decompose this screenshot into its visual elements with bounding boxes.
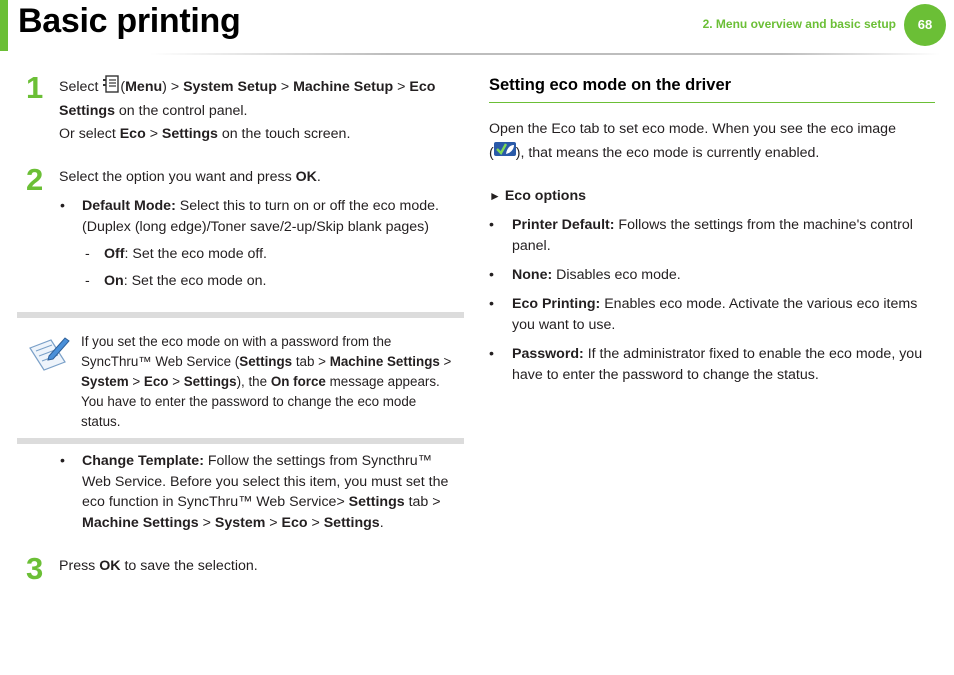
step-3-text: Press OK to save the selection. xyxy=(59,558,258,574)
bullet: • xyxy=(489,296,494,312)
step-2-text: Select the option you want and press OK. xyxy=(59,169,321,185)
page-number-badge: 68 xyxy=(904,4,946,46)
eco-option-item: Printer Default: Follows the settings from the machine's control panel. xyxy=(512,217,913,254)
eco-mode-icon xyxy=(494,141,516,165)
bullet: • xyxy=(60,198,65,214)
eco-options-heading: ► Eco options xyxy=(489,188,587,204)
menu-icon xyxy=(102,74,120,101)
eco-option-item: None: Disables eco mode. xyxy=(512,267,681,283)
eco-option-item: Eco Printing: Enables eco mode. Activate the various eco items you want to use. xyxy=(512,296,918,333)
bullet: • xyxy=(489,346,494,362)
default-mode-item: Default Mode: Select this to turn on or off the eco mode. (Duplex (long edge)/Toner save/2-up/Skip blank pages) xyxy=(82,198,439,235)
off-item: Off: Set the eco mode off. xyxy=(104,246,267,262)
intro-text: Open the Eco tab to set eco mode. When you see the eco image ( ), that means the eco mode is currently enabled. xyxy=(489,118,939,165)
note-pencil-icon xyxy=(27,332,71,376)
step-3-number: 3 xyxy=(26,551,44,586)
note-text: If you set the eco mode on with a password from the SyncThru™ Web Service (Settings tab > Machine Settings > System > Eco > Settings), the On force message appears. You have to enter the password to change the eco mode status. xyxy=(81,334,452,429)
on-item: On: Set the eco mode on. xyxy=(104,273,267,289)
step-1-alt-text: Or select Eco > Settings on the touch screen. xyxy=(59,126,351,142)
page-title: Basic printing xyxy=(18,2,241,40)
eco-option-item: Password: If the administrator fixed to enable the eco mode, you have to enter the password to change the status. xyxy=(512,346,923,383)
section-heading: Setting eco mode on the driver xyxy=(489,76,732,94)
header-divider xyxy=(150,53,940,55)
sub-dash: - xyxy=(85,246,90,262)
chapter-link[interactable]: 2. Menu overview and basic setup xyxy=(702,17,896,31)
bullet: • xyxy=(489,267,494,283)
step-1-text: Select (Menu) > System Setup > Machine Setup > Eco Settings on the control panel. xyxy=(59,74,459,121)
sub-dash: - xyxy=(85,273,90,289)
step-1-number: 1 xyxy=(26,70,44,105)
bullet: • xyxy=(60,453,65,469)
note-box xyxy=(17,312,464,444)
bullet: • xyxy=(489,217,494,233)
header-accent-bar xyxy=(0,0,8,51)
section-heading-rule xyxy=(489,102,935,103)
change-template-item: Change Template: Follow the settings from Syncthru™ Web Service. Before you select this item, you must set the eco function in SyncThru™ Web Service> Settings tab > Machine Settings > System > Eco > Settings. xyxy=(82,453,449,531)
step-2-number: 2 xyxy=(26,162,44,197)
